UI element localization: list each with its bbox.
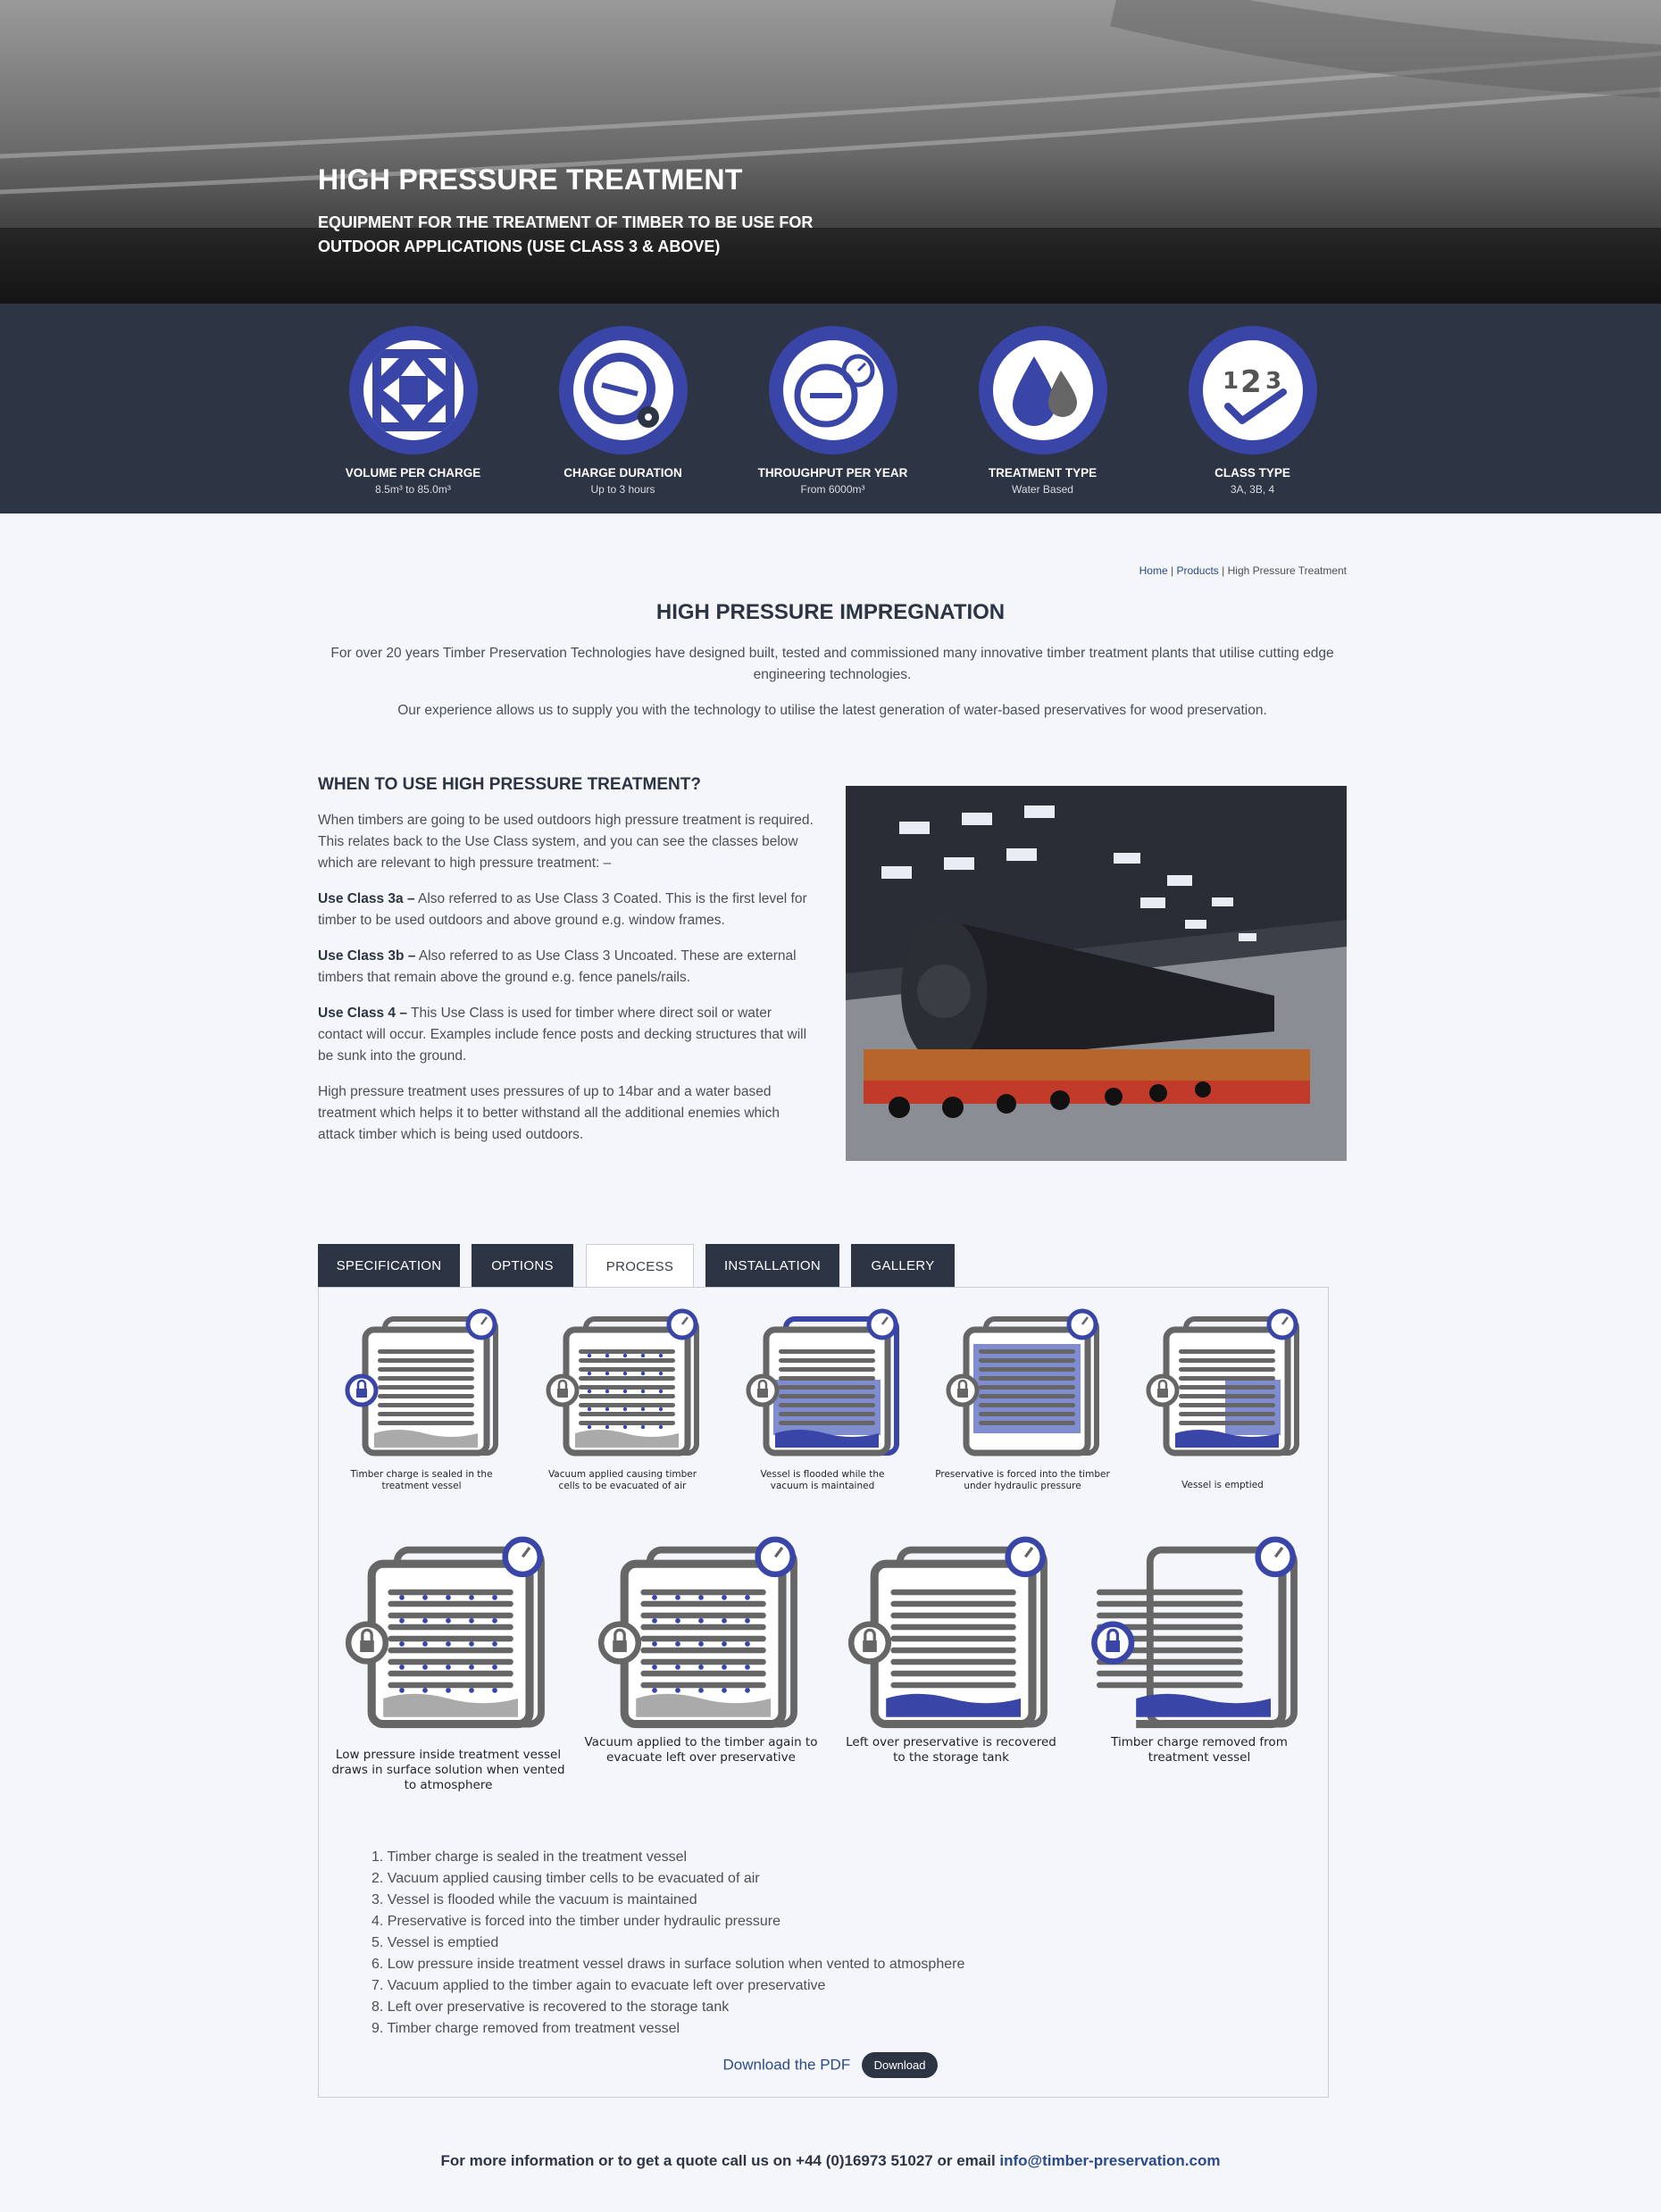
process-diagram-step-7 [585,1536,817,1749]
when-paragraph: When timbers are going to be used outdoors high pressure treatment is required. This relates back to the Use Class system, and you can see the classes below which are relevant to high pressure treatment: – [318,813,814,871]
download-button[interactable]: Download [862,2052,939,2078]
stat-value: 8.5m³ to 85.0m³ [375,483,451,496]
use-class-label: Use Class 3a – [318,891,415,906]
tab-process[interactable]: PROCESS [586,1244,694,1289]
process-caption-step-9 [1065,1735,1333,1765]
tab-options[interactable]: OPTIONS [472,1244,573,1288]
contact-text: For more information or to get a quote call us on +44 (0)16973 51027 or email [440,2152,1000,2169]
stat-value: Up to 3 hours [590,483,655,496]
process-caption-step-1 [319,1469,524,1492]
caption-line: Timber charge removed from [1111,1735,1288,1749]
use-class-label: Use Class 3b – [318,948,416,964]
svg-text:2: 2 [1239,364,1262,400]
process-caption-step-3 [720,1469,925,1492]
caption-line: vacuum is maintained [770,1481,875,1492]
stat-throughput [728,326,938,496]
process-diagram-step-3 [736,1308,914,1473]
stat-volume [308,326,518,496]
caption-line: cells to be evacuated of air [558,1481,687,1492]
download-row [0,2052,1661,2078]
process-caption-step-6 [314,1748,582,1793]
process-diagram-step-2 [536,1308,714,1473]
caption-line: Vacuum applied to the timber again to [584,1735,818,1749]
list-item: 2. Vacuum applied causing timber cells to be evacuated of air [371,1871,760,1886]
list-item: 9. Timber charge removed from treatment vessel [371,2021,680,2036]
breadcrumb-home-link[interactable]: Home [1139,564,1168,577]
hero-subtitle: EQUIPMENT FOR THE TREATMENT OF TIMBER TO BE USE FOR OUTDOOR APPLICATIONS (USE CLASS 3 & ABOVE) [318,213,814,255]
contact-footer [0,2152,1661,2170]
caption-line: Timber charge is sealed in the [350,1469,493,1480]
stat-value: From 6000m³ [800,483,865,496]
list-item: 1. Timber charge is sealed in the treatment vessel [371,1849,688,1865]
arrows-expand-icon [363,340,463,440]
list-item: 8. Left over preservative is recovered to the storage tank [371,1999,730,2015]
list-item: 6. Low pressure inside treatment vessel draws in surface solution when vented to atmosphere [371,1957,965,1972]
process-diagram-step-1 [335,1308,513,1473]
use-class-3a [318,889,818,931]
caption-line: Vessel is emptied [1181,1480,1264,1490]
page-title: HIGH PRESSURE IMPREGNATION [655,600,1006,624]
download-pdf-link[interactable]: Download the PDF [722,2056,851,2074]
intro-paragraph-2: Our experience allows us to supply you with the technology to utilise the latest generation of water-based preservatives for wood preservation. [397,703,1267,718]
use-class-text: Also referred to as Use Class 3 Coated. This is the first level for timber to be used outdoors and above ground e.g. window frames. [318,891,807,928]
stat-label: VOLUME PER CHARGE [345,466,481,480]
process-diagram-step-9 [1085,1536,1317,1749]
list-item: 7. Vacuum applied to the timber again to evacuate left over preservative [371,1978,826,1993]
stat-treatment [938,326,1148,496]
caption-line: evacuate left over preservative [606,1749,796,1765]
use-class-text: This Use Class is used for timber where direct soil or water contact will occur. Examples include fence posts and decking structures that will be sunk into the ground. [318,1006,807,1064]
caption-line: draws in surface solution when vented [331,1762,565,1777]
list-item: 5. Vessel is emptied [371,1935,499,1950]
process-diagram-step-5 [1136,1308,1315,1473]
use-class-text: Also referred to as Use Class 3 Uncoated. These are external timbers that remain above the ground e.g. fence panels/rails. [318,948,797,985]
hero-title: HIGH PRESSURE TREATMENT [318,163,743,196]
list-item: 4. Preservative is forced into the timber under hydraulic pressure [371,1914,780,1929]
class-123-check-icon [1203,340,1303,440]
breadcrumb-separator: | [1222,564,1225,577]
process-caption-step-8 [817,1735,1085,1765]
stat-label: CLASS TYPE [1214,466,1290,480]
stat-value: 3A, 3B, 4 [1230,483,1275,496]
caption-line: under hydraulic pressure [964,1481,1081,1492]
caption-line: Vessel is flooded while the [760,1469,885,1480]
breadcrumb-separator: | [1170,564,1174,577]
process-caption-step-5 [1120,1480,1325,1491]
tab-gallery[interactable]: GALLERY [851,1244,955,1288]
speedometer-icon [783,340,883,440]
process-steps-list [371,1847,964,2040]
process-diagram-step-8 [835,1536,1067,1749]
caption-line: Left over preservative is recovered [846,1735,1056,1749]
stat-class [1148,326,1357,496]
water-drops-icon [993,340,1093,440]
process-diagram-step-6 [332,1536,564,1749]
use-class-3b [318,946,818,989]
caption-line: treatment vessel [1148,1749,1251,1765]
stat-duration [518,326,728,496]
process-caption-step-4 [915,1469,1130,1492]
list-item: 3. Vessel is flooded while the vacuum is maintained [371,1892,697,1907]
contact-email-link[interactable]: info@timber-preservation.com [999,2152,1221,2169]
process-diagram-step-4 [936,1308,1114,1473]
svg-text:3: 3 [1265,368,1281,395]
use-class-4 [318,1003,818,1067]
tab-specification[interactable]: SPECIFICATION [318,1244,460,1288]
stat-label: CHARGE DURATION [563,466,682,480]
use-class-label: Use Class 4 – [318,1006,407,1021]
process-caption-step-7 [567,1735,835,1765]
stat-value: Water Based [1012,483,1073,496]
breadcrumb [1139,564,1347,577]
pressure-paragraph: High pressure treatment uses pressures of up to 14bar and a water based treatment which helps it to better withstand all the additional enemies which attack timber which is being used outdoors. [318,1084,780,1142]
caption-line: Vacuum applied causing timber [547,1469,697,1480]
intro-paragraph: For over 20 years Timber Preservation Technologies have designed built, tested and commissioned many innovative timber treatment plants that utilise cutting edge engineering technologies. [330,646,1334,682]
caption-line: Low pressure inside treatment vessel [335,1748,562,1762]
breadcrumb-current: High Pressure Treatment [1227,564,1347,577]
hero-banner [0,0,1661,304]
stat-label: TREATMENT TYPE [988,466,1098,480]
stat-label: THROUGHPUT PER YEAR [757,466,908,480]
caption-line: treatment vessel [381,1481,462,1492]
breadcrumb-products-link[interactable]: Products [1176,564,1219,577]
stats-bar [0,304,1661,513]
treatment-vessel-photo [846,786,1347,1161]
caption-line: to the storage tank [893,1749,1009,1765]
caption-line: to atmosphere [404,1777,493,1792]
caption-line: Preservative is forced into the timber [935,1469,1110,1480]
svg-text:1: 1 [1222,368,1239,395]
when-heading: WHEN TO USE HIGH PRESSURE TREATMENT? [318,775,701,794]
gear-gauge-icon [573,340,673,440]
tab-installation[interactable]: INSTALLATION [705,1244,839,1288]
process-caption-step-2 [520,1469,725,1492]
